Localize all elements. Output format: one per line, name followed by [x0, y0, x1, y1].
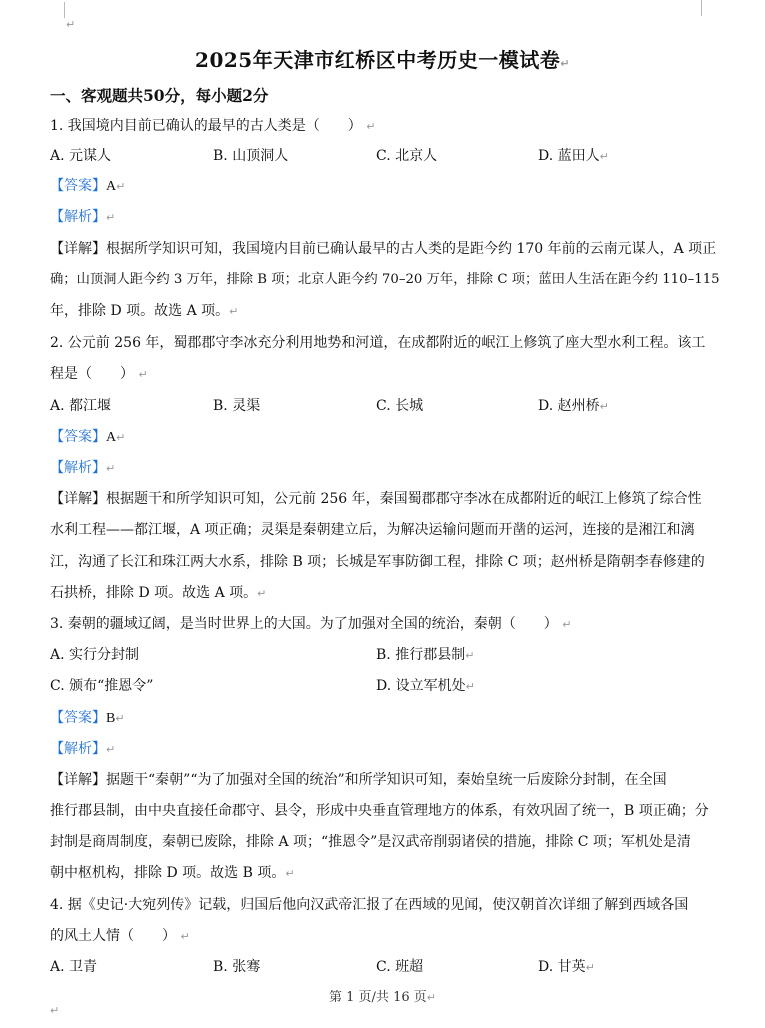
- page-footer: 第 1 页/共 16 页↵: [329, 990, 436, 1005]
- q2-detail-line-2: 水利工程——都江堰，A 项正确；灵渠是秦朝建立后，为解决运输问题而开凿的运河，连接的是湘江和漓: [50, 522, 695, 538]
- q1-detail-line-3: 年，排除 D 项。故选 A 项。↵: [50, 303, 239, 319]
- question-4-stem-line-2: 的风土人情（ ） ↵: [50, 928, 190, 944]
- q3-detail-line-4: 朝中枢机构，排除 D 项。故选 B 项。↵: [50, 865, 295, 881]
- q4-option-d: D. 甘英↵: [538, 959, 595, 975]
- q2-detail-line-3: 江，沟通了长江和珠江两大水系，排除 B 项；长城是军事防御工程，排除 C 项；赵州桥是隋朝李春修建的: [50, 554, 705, 570]
- question-3-stem: 3. 秦朝的疆域辽阔，是当时世界上的大国。为了加强对全国的统治，秦朝（ ） ↵: [50, 616, 572, 632]
- section-heading: 一、客观题共50分，每小题2分: [50, 86, 269, 105]
- q3-detail-line-1: 【详解】据题干“秦朝”“为了加强对全国的统治”和所学知识可知，秦始皇统一后废除分封制，在全国: [50, 772, 667, 788]
- q2-analysis: 【解析】↵: [50, 460, 116, 476]
- q4-option-b: B. 张骞: [213, 959, 261, 975]
- q2-option-a: A. 都江堰: [50, 398, 112, 414]
- crop-mark-right: [701, 0, 716, 16]
- q3-detail-line-2: 推行郡县制，由中央直接任命郡守、县令，形成中央垂直管理地方的体系，有效巩固了统一，B 项正确；分: [50, 803, 709, 819]
- paragraph-mark-bottom: ↵: [50, 1004, 60, 1017]
- q1-option-d: D. 蓝田人↵: [538, 148, 609, 164]
- q3-option-a: A. 实行分封制: [50, 647, 140, 663]
- q2-option-b: B. 灵渠: [213, 398, 261, 414]
- q3-option-c: C. 颁布“推恩令”: [50, 678, 154, 694]
- q2-detail-line-1: 【详解】根据题干和所学知识可知，公元前 256 年，秦国蜀郡郡守李冰在成都附近的岷江上修筑了综合性: [50, 491, 702, 507]
- q2-option-c: C. 长城: [376, 398, 424, 414]
- q3-option-b: B. 推行郡县制↵: [376, 647, 475, 663]
- q1-answer: 【答案】A↵: [50, 178, 126, 194]
- page-title: 2025年天津市红桥区中考历史一模试卷↵: [195, 48, 570, 72]
- q3-analysis: 【解析】↵: [50, 741, 116, 757]
- crop-mark-left: [50, 2, 65, 18]
- q1-detail-line-1: 【详解】根据所学知识可知，我国境内目前已确认最早的古人类的是距今约 170 年前的云南元谋人，A 项正: [50, 241, 717, 257]
- q2-detail-line-4: 石拱桥，排除 D 项。故选 A 项。↵: [50, 585, 267, 601]
- paragraph-mark: ↵: [66, 18, 76, 31]
- question-2-stem-line-1: 2. 公元前 256 年，蜀郡郡守李冰充分利用地势和河道，在成都附近的岷江上修筑了座大型水利工程。该工: [50, 335, 706, 351]
- q3-answer: 【答案】B↵: [50, 710, 125, 726]
- q1-option-b: B. 山顶洞人: [213, 148, 289, 164]
- question-1-stem: 1. 我国境内目前已确认的最早的古人类是（ ） ↵: [50, 118, 376, 134]
- q1-option-a: A. 元谋人: [50, 148, 112, 164]
- q1-option-c: C. 北京人: [376, 148, 438, 164]
- q4-option-c: C. 班超: [376, 959, 424, 975]
- question-4-stem-line-1: 4. 据《史记·大宛列传》记载，归国后他向汉武帝汇报了在西域的见闻，使汉朝首次详细了解到西域各国: [50, 897, 689, 913]
- q2-answer: 【答案】A↵: [50, 429, 126, 445]
- q3-option-d: D. 设立军机处↵: [376, 678, 475, 694]
- q4-option-a: A. 卫青: [50, 959, 98, 975]
- q3-detail-line-3: 封制是商周制度，秦朝已废除，排除 A 项；“推恩令”是汉武帝削弱诸侯的措施，排除 C 项；军机处是清: [50, 834, 691, 850]
- q1-analysis: 【解析】↵: [50, 209, 116, 225]
- question-2-stem-line-2: 程是（ ） ↵: [50, 366, 148, 382]
- q2-option-d: D. 赵州桥↵: [538, 398, 609, 414]
- q1-detail-line-2: 确；山顶洞人距今约 3 万年，排除 B 项；北京人距今约 70–20 万年，排除 C 项；蓝田人生活在距今约 110–115: [50, 272, 720, 287]
